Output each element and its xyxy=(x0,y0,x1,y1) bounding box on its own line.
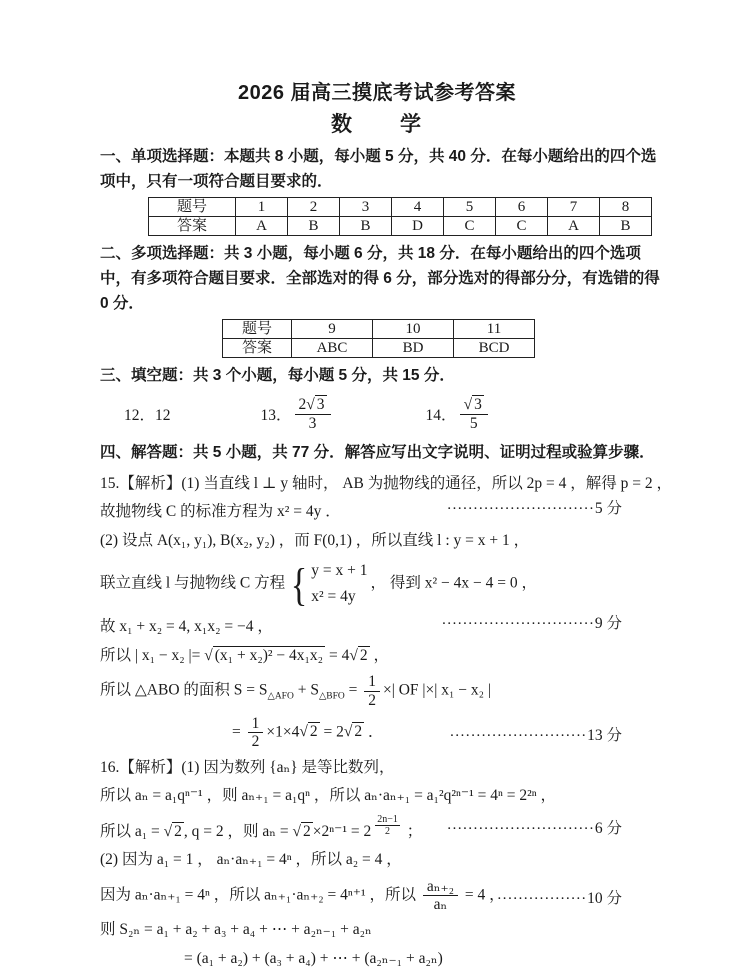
dots-run: ···························· xyxy=(447,502,595,515)
text-run: 12．12 xyxy=(124,407,171,424)
table-cell: 10 xyxy=(373,320,454,339)
radical-sign: √ xyxy=(163,822,173,840)
score-label: 6 分 xyxy=(594,819,622,837)
sqrt xyxy=(293,823,313,840)
score-label: 9 分 xyxy=(594,615,622,633)
text-run: 13． xyxy=(260,406,292,424)
multi-choice-answer-table xyxy=(222,319,535,358)
subject-title: 数 学 xyxy=(331,113,423,136)
table-cell: B xyxy=(600,217,652,236)
subscript: △BFO xyxy=(318,691,345,702)
text-run: 故 x₁ + x₂ = 4, x₁x₂ = −4 ， xyxy=(100,618,273,636)
solution-16-line-5 xyxy=(100,878,662,914)
radicand: 2 xyxy=(354,723,363,741)
dots-run: ·························· xyxy=(450,729,588,742)
radicand: 2 xyxy=(174,822,182,840)
radical-sign: √ xyxy=(306,396,315,414)
fraction-denominator: aₙ xyxy=(433,895,448,913)
text-run: ； xyxy=(402,822,423,840)
text-run: ×| OF |×| x₁ − x₂ | xyxy=(383,681,492,699)
table-cell: BD xyxy=(373,339,454,358)
table-cell: C xyxy=(496,217,548,236)
text-run: 所以 aₙ = a₁qⁿ⁻¹ ，则 aₙ₊₁ = a₁qⁿ ，所以 aₙ·aₙ₊₁ = a₁²q²ⁿ⁻¹ = 4ⁿ = 2²ⁿ ， xyxy=(100,787,556,805)
text-run: = 4 ， xyxy=(461,886,505,903)
fraction xyxy=(364,673,380,709)
sqrt xyxy=(349,647,369,664)
radicand: 3 xyxy=(474,396,482,414)
text-run: = xyxy=(232,723,245,741)
radical-sign: √ xyxy=(204,646,213,664)
solutions-block xyxy=(100,473,672,970)
table-cell: 1 xyxy=(236,198,288,217)
equation-system xyxy=(288,560,367,608)
text-run: 则 S₂ₙ = a₁ + a₂ + a₃ + a₄ + ⋯ + a₂ₙ₋₁ + a₂ₙ xyxy=(100,921,372,939)
sqrt xyxy=(306,396,326,413)
solution-16-line-6 xyxy=(100,919,662,941)
sqrt xyxy=(464,396,484,413)
table-row xyxy=(149,198,652,217)
text-run: 因为 aₙ·aₙ₊₁ = 4ⁿ ，所以 aₙ₊₁·aₙ₊₂ = 4ⁿ⁺¹ ，所以 xyxy=(100,886,420,903)
solution-15-line-7 xyxy=(100,673,662,709)
table-cell: 题号 xyxy=(223,320,292,339)
solution-16-line-3 xyxy=(100,814,662,843)
text-run: = 2 xyxy=(319,723,344,741)
equations xyxy=(311,560,367,608)
radicand: (x₁ + x₂)² − 4x₁x₂ xyxy=(214,646,324,664)
equation: x² = 4y xyxy=(311,587,356,605)
dot-leader xyxy=(442,613,622,635)
text-run: (2) 设点 A(x₁, y₁), B(x₂, y₂) ，而 F(0,1) ，所以直线 l : y = x + 1 ， xyxy=(100,531,530,549)
section-2-heading: 二、多项选择题：共 3 小题，每小题 6 分，共 18 分．在每小题给出的四个选项中，有多项符合题目要求．全部选对的得 6 分，部分选对的得部分分，有选错的得 0 分． xyxy=(100,245,660,312)
fraction xyxy=(248,715,264,751)
fill-in-answer-13 xyxy=(261,395,334,432)
text-run: ×1×4 xyxy=(266,723,300,741)
fraction-denominator: 2 xyxy=(385,825,391,837)
radicand: 2 xyxy=(309,723,318,741)
dot-leader xyxy=(498,888,622,910)
dot-leader xyxy=(450,725,622,747)
fraction-numerator xyxy=(460,395,488,415)
text-run: ×2ⁿ⁻¹ = 2 xyxy=(312,822,372,840)
table-cell: 2 xyxy=(288,198,340,217)
table-cell: A xyxy=(548,217,600,236)
fill-in-answers-row xyxy=(100,390,662,438)
table-cell: 8 xyxy=(600,198,652,217)
dots-run: ················· xyxy=(497,892,588,905)
sqrt xyxy=(299,723,319,740)
fraction-numerator xyxy=(295,395,331,415)
table-cell: C xyxy=(444,217,496,236)
table-cell: 题号 xyxy=(149,198,236,217)
table-cell: 4 xyxy=(392,198,444,217)
table-cell: 6 xyxy=(496,198,548,217)
solution-15-line-3 xyxy=(100,530,662,552)
fraction-numerator: aₙ₊₂ xyxy=(423,878,458,896)
text-run: 所以 a₁ = xyxy=(100,822,164,840)
section-1-heading: 一、单项选择题：本题共 8 小题，每小题 5 分，共 40 分．在每小题给出的四个选项中，只有一项符合题目要求的． xyxy=(100,148,657,190)
table-cell: 答案 xyxy=(149,217,236,236)
dot-leader xyxy=(447,818,622,840)
text-run: (2) 因为 a₁ = 1 ， aₙ·aₙ₊₁ = 4ⁿ ，所以 a₂ = 4 ， xyxy=(100,851,402,869)
fraction-denominator: 2 xyxy=(251,733,260,751)
fill-in-answer-14 xyxy=(426,395,491,432)
superscript-fraction xyxy=(372,814,403,837)
table-row xyxy=(223,320,535,339)
radical-sign: √ xyxy=(292,822,302,840)
table-row xyxy=(223,339,535,358)
table-cell: A xyxy=(236,217,288,236)
text-run: 14． xyxy=(425,406,457,424)
text-run: ， xyxy=(369,646,389,664)
solution-15-line-1 xyxy=(100,473,672,495)
solution-16-line-1 xyxy=(100,757,662,779)
radical-sign: √ xyxy=(299,723,308,741)
sqrt xyxy=(344,723,364,740)
text-run: ． xyxy=(364,723,384,741)
text-run: 联立直线 l 与抛物线 C 方程 xyxy=(100,574,286,592)
dots-run: ····························· xyxy=(442,617,595,630)
single-choice-answer-table xyxy=(148,197,652,236)
fraction-denominator: 3 xyxy=(308,415,317,433)
fraction xyxy=(423,878,458,914)
text-run: , q = 2 ，则 aₙ = xyxy=(183,822,293,840)
dots-run: ···························· xyxy=(447,822,595,835)
document-body xyxy=(100,144,672,970)
solution-16-line-7 xyxy=(100,948,662,970)
text-run: = (a₁ + a₂) + (a₃ + a₄) + ⋯ + (a₂ₙ₋₁ + a₂ₙ) xyxy=(184,949,443,967)
fraction-denominator: 5 xyxy=(469,415,478,433)
text-run: 16.【解析】(1) 因为数列 {aₙ} 是等比数列， xyxy=(100,758,395,776)
table-cell: BCD xyxy=(454,339,535,358)
solution-15-line-6 xyxy=(100,645,662,667)
equation: y = x + 1 xyxy=(311,562,368,580)
table-cell: B xyxy=(288,217,340,236)
text-run: 2 xyxy=(298,396,307,414)
text-run: ， 得到 x² − 4x − 4 = 0 ， xyxy=(370,574,537,592)
fill-in-answer-12 xyxy=(124,403,171,425)
solution-16-line-4 xyxy=(100,849,662,871)
radicand: 3 xyxy=(316,396,325,414)
table-cell: 7 xyxy=(548,198,600,217)
table-cell: 9 xyxy=(292,320,373,339)
exam-title: 2026 届高三摸底考试参考答案 xyxy=(237,82,517,104)
score-label: 10 分 xyxy=(587,889,622,907)
radicand: 2 xyxy=(303,822,311,840)
section-4-heading: 四、解答题：共 5 小题，共 77 分．解答应写出文字说明、证明过程或验算步骤． xyxy=(100,444,655,461)
fraction xyxy=(375,814,400,837)
text-run: 所以 △ABO 的面积 S = S xyxy=(100,681,268,699)
radical-sign: √ xyxy=(463,396,473,414)
table-cell: 11 xyxy=(454,320,535,339)
fraction-numerator: 1 xyxy=(364,673,380,691)
table-cell: 答案 xyxy=(223,339,292,358)
table-cell: 3 xyxy=(340,198,392,217)
score-label: 13 分 xyxy=(587,727,622,745)
solution-15-line-4 xyxy=(100,558,662,610)
fraction-numerator: 2n−1 xyxy=(377,813,398,825)
sqrt xyxy=(164,823,184,840)
radical-sign: √ xyxy=(349,646,358,664)
section-3-heading: 三、填空题：共 3 个小题，每小题 5 分，共 15 分． xyxy=(100,367,455,384)
subscript: △AFO xyxy=(267,691,294,702)
solution-15-line-2 xyxy=(100,501,662,523)
solution-16-line-2 xyxy=(100,785,662,807)
table-cell: ABC xyxy=(292,339,373,358)
fraction-numerator: 1 xyxy=(248,715,264,733)
table-cell: D xyxy=(392,217,444,236)
sqrt xyxy=(204,647,325,664)
table-cell: B xyxy=(340,217,392,236)
fraction-denominator: 2 xyxy=(368,691,376,709)
table-cell: 5 xyxy=(444,198,496,217)
left-brace: { xyxy=(290,558,308,610)
text-run: 15.【解析】(1) 当直线 l ⊥ y 轴时， AB 为抛物线的通径，所以 2p = 4 ，解得 p = 2 ， xyxy=(100,475,672,492)
solution-15-line-5 xyxy=(100,616,662,638)
table-row xyxy=(149,217,652,236)
text-run: = xyxy=(344,681,362,699)
solution-15-line-8 xyxy=(100,715,662,751)
text-run: + S xyxy=(293,681,319,699)
score-label: 5 分 xyxy=(594,500,622,518)
text-run: 故抛物线 C 的标准方程为 x² = 4y ． xyxy=(100,503,341,521)
fraction xyxy=(460,395,488,432)
text-run: = 4 xyxy=(325,646,350,664)
text-run: 所以 | x₁ − x₂ |= xyxy=(100,646,205,664)
radicand: 2 xyxy=(359,646,368,664)
fraction xyxy=(295,395,331,432)
dot-leader xyxy=(447,498,622,520)
radical-sign: √ xyxy=(343,723,353,741)
